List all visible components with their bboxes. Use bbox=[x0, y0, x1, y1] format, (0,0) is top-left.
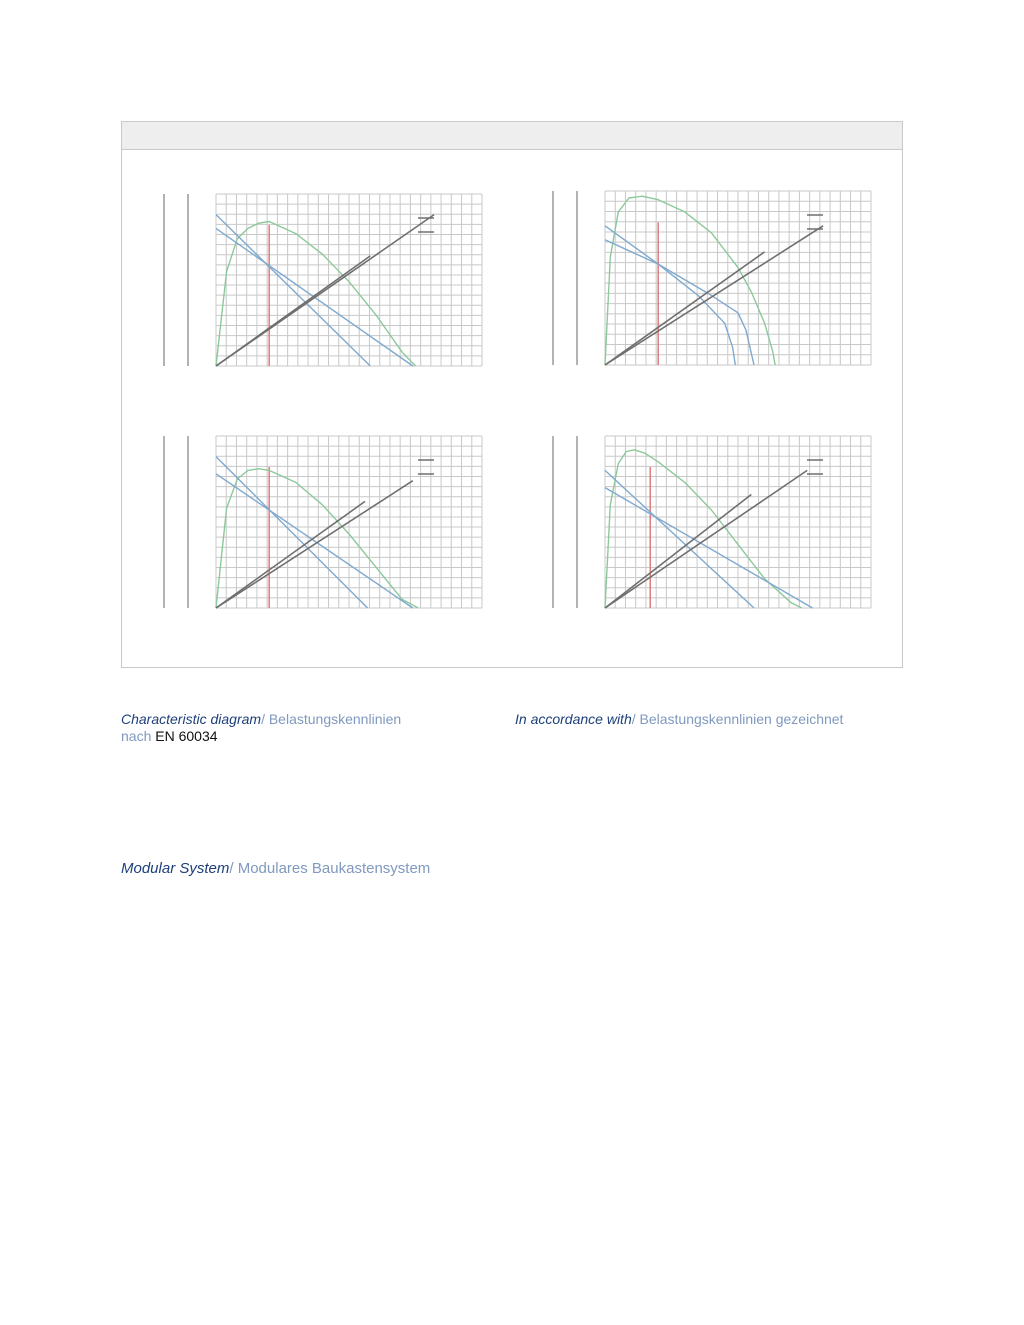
caption-diagram-en: Characteristic diagram bbox=[121, 711, 262, 727]
chart-bottom-left-svg bbox=[160, 432, 482, 612]
caption-modular-system bbox=[121, 860, 521, 877]
caption-modular-de: Modulares Baukastensystem bbox=[233, 860, 431, 877]
series-line-torque-3 bbox=[216, 481, 413, 608]
chart-top-right-svg bbox=[549, 187, 871, 369]
chart-top-right bbox=[549, 187, 871, 369]
figure-header bbox=[122, 122, 902, 150]
caption-accordance-en: In accordance with bbox=[515, 711, 632, 727]
caption-modular-separator: / bbox=[229, 860, 234, 877]
caption-accordance-separator: / bbox=[631, 711, 636, 727]
caption-diagram-de-2: nach bbox=[121, 728, 156, 744]
caption-accordance bbox=[515, 711, 875, 728]
series-line-torque-4 bbox=[605, 252, 765, 365]
caption-accordance-de: Belastungskennlinien gezeichnet bbox=[635, 711, 844, 727]
caption-characteristic-diagram bbox=[121, 711, 451, 745]
series-line-current-1 bbox=[216, 215, 370, 366]
chart-top-left bbox=[160, 190, 482, 370]
chart-bottom-right bbox=[549, 432, 871, 612]
series-line-torque-4 bbox=[605, 495, 751, 609]
chart-bottom-left bbox=[160, 432, 482, 612]
figure-panel bbox=[121, 121, 903, 668]
series-line-torque-4 bbox=[216, 256, 370, 366]
caption-modular-en: Modular System bbox=[121, 860, 230, 877]
chart-bottom-right-svg bbox=[549, 432, 871, 612]
caption-diagram-de: Belastungskennlinien bbox=[264, 711, 402, 727]
chart-top-left-svg bbox=[160, 190, 482, 370]
caption-diagram-separator: / bbox=[261, 711, 265, 727]
series-line-current-1 bbox=[216, 457, 368, 608]
caption-diagram-standard: EN 60034 bbox=[155, 728, 218, 744]
